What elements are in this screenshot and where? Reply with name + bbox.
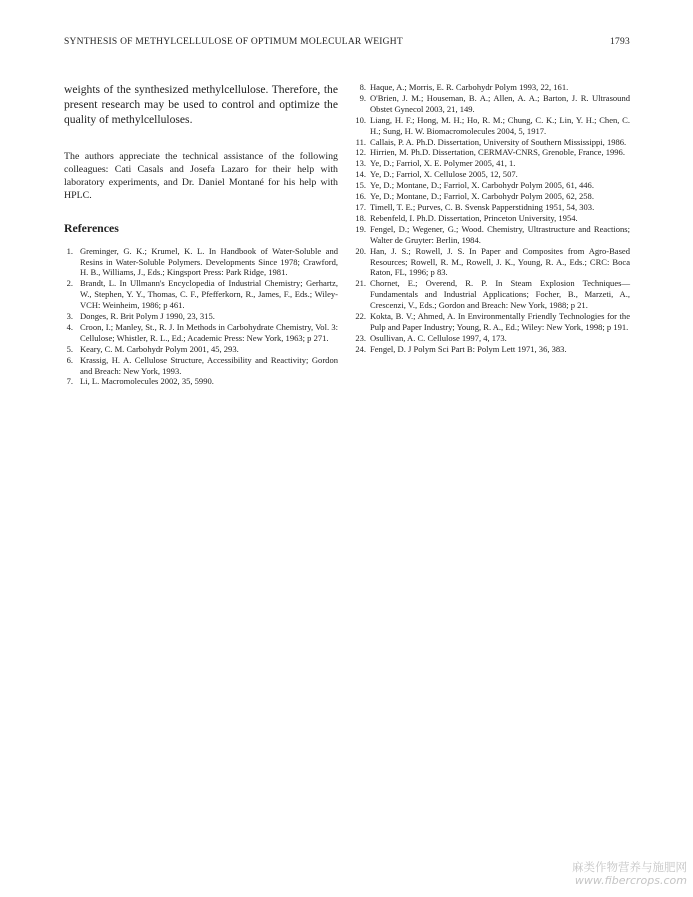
reference-item xyxy=(354,158,630,169)
reference-number: 15. xyxy=(355,180,366,191)
reference-number: 19. xyxy=(355,223,366,234)
reference-number: 21. xyxy=(355,278,366,289)
reference-number: 7. xyxy=(66,376,73,387)
reference-text: Keary, C. M. Carbohydr Polym 2001, 45, 293. xyxy=(80,343,239,354)
reference-text: Chornet, E.; Overend, R. P. In Steam Explosion Techniques—Fundamentals and Industrial Applications; Focher, B., Marzeti, A., Crescenzi, V., Eds.; Gordon and Breach: New York, 1988; p 21. xyxy=(370,278,630,311)
reference-item xyxy=(354,115,630,137)
reference-number: 20. xyxy=(355,245,366,256)
reference-number: 17. xyxy=(355,201,366,212)
conclusion-paragraph: weights of the synthesized methylcellulose. Therefore, the present research may be used to control and optimize the quality of methylcelluloses. xyxy=(64,83,338,127)
reference-item xyxy=(64,376,338,387)
running-header xyxy=(64,37,630,47)
reference-text: Brandt, L. In Ullmann's Encyclopedia of Industrial Chemistry; Gerhartz, W., Stephen, Y. Y., Thomas, C. F., Pfefferkorn, R., James, F., Eds.; Wiley-VCH: Weinheim, 1986; p 461. xyxy=(80,278,338,311)
reference-number: 10. xyxy=(355,114,366,125)
reference-item xyxy=(64,322,338,344)
reference-number: 8. xyxy=(359,82,366,92)
reference-number: 14. xyxy=(355,169,366,180)
reference-text: Fengel, D.; Wegener, G.; Wood. Chemistry, Ultrastructure and Reactions; Walter de Gruyter: Berlin, 1984. xyxy=(370,223,630,245)
reference-item xyxy=(64,355,338,377)
reference-item xyxy=(354,82,630,93)
reference-item xyxy=(354,333,630,344)
reference-text: Ye, D.; Farriol, X. E. Polymer 2005, 41, 1. xyxy=(370,158,516,169)
reference-number: 23. xyxy=(355,332,366,343)
reference-item xyxy=(354,213,630,224)
reference-item xyxy=(354,278,630,311)
reference-text: Ye, D.; Farriol, X. Cellulose 2005, 12, 507. xyxy=(370,169,518,180)
running-title: SYNTHESIS OF METHYLCELLULOSE OF OPTIMUM MOLECULAR WEIGHT xyxy=(64,37,403,47)
reference-text: Li, L. Macromolecules 2002, 35, 5990. xyxy=(80,376,214,387)
reference-item xyxy=(354,344,630,355)
reference-number: 5. xyxy=(66,343,73,354)
reference-text: Croon, I.; Manley, St., R. J. In Methods in Carbohydrate Chemistry, Vol. 3: Cellulose; Whistler, R. L., Ed.; Academic Press: New York, 1963; p 271. xyxy=(80,321,338,343)
reference-item xyxy=(354,191,630,202)
left-column xyxy=(64,82,338,387)
reference-text: Callais, P. A. Ph.D. Dissertation, University of Southern Mississippi, 1986. xyxy=(370,136,627,147)
reference-item xyxy=(354,224,630,246)
reference-number: 22. xyxy=(355,311,366,322)
watermark-url: www.fibercrops.com xyxy=(574,874,687,887)
site-watermark xyxy=(572,861,687,887)
reference-item xyxy=(354,246,630,279)
reference-item xyxy=(354,137,630,148)
reference-number: 18. xyxy=(355,212,366,223)
reference-text: Rebenfeld, I. Ph.D. Dissertation, Princeton University, 1954. xyxy=(370,212,578,223)
reference-number: 13. xyxy=(355,158,366,169)
reference-number: 1. xyxy=(66,245,73,256)
page-number: 1793 xyxy=(610,37,630,47)
reference-number: 11. xyxy=(355,136,366,147)
reference-text: Donges, R. Brit Polym J 1990, 23, 315. xyxy=(80,311,215,322)
reference-item xyxy=(354,93,630,115)
reference-text: Ye, D.; Montane, D.; Farriol, X. Carbohydr Polym 2005, 62, 258. xyxy=(370,191,594,202)
watermark-site-name: 麻类作物营养与施肥网 xyxy=(572,860,687,874)
acknowledgment-paragraph: The authors appreciate the technical assistance of the following colleagues: Cati Casals and Josefa Lazaro for their help with laboratory experiments, and Dr. Daniel Montané for his help with HPLC. xyxy=(64,150,338,201)
reference-text: Kokta, B. V.; Ahmed, A. In Environmentally Friendly Technologies for the Pulp and Paper Industry; Young, R. A., Ed.; Wiley: New York, 1998; p 191. xyxy=(370,311,630,332)
reference-number: 24. xyxy=(355,343,366,354)
reference-text: Fengel, D. J Polym Sci Part B: Polym Lett 1971, 36, 383. xyxy=(370,343,567,354)
reference-item xyxy=(64,246,338,279)
reference-list-right xyxy=(354,82,630,355)
reference-number: 3. xyxy=(66,311,73,322)
reference-number: 6. xyxy=(66,354,73,365)
reference-text: Ye, D.; Montane, D.; Farriol, X. Carbohydr Polym 2005, 61, 446. xyxy=(370,180,594,191)
reference-text: Osullivan, A. C. Cellulose 1997, 4, 173. xyxy=(370,332,507,343)
reference-text: Han, J. S.; Rowell, J. S. In Paper and Composites from Agro-Based Resources; Rowell, R. M., Rowell, J. K., Young, R. A., Eds.; CRC: Boca Raton, FL, 1996; p 83. xyxy=(370,245,630,278)
reference-text: Greminger, G. K.; Krumel, K. L. In Handbook of Water-Soluble and Resins in Water-Soluble Polymers. Developments Since 1978; Crawford, H. B., Williams, J., Eds.; Kingsport Press: Park Ridge, 1981. xyxy=(80,245,338,278)
reference-text: Haque, A.; Morris, E. R. Carbohydr Polym 1993, 22, 161. xyxy=(370,82,569,92)
reference-item xyxy=(354,180,630,191)
reference-text: Hirrien, M. Ph.D. Dissertation, CERMAV-CNRS, Grenoble, France, 1996. xyxy=(370,147,625,158)
reference-item xyxy=(64,278,338,311)
reference-number: 4. xyxy=(66,321,73,332)
reference-item xyxy=(354,311,630,333)
references-heading: References xyxy=(64,220,119,235)
reference-item xyxy=(354,202,630,213)
reference-item xyxy=(354,147,630,158)
reference-number: 2. xyxy=(66,278,73,289)
right-column xyxy=(354,82,630,355)
reference-number: 9. xyxy=(359,92,366,103)
reference-number: 12. xyxy=(355,147,366,158)
reference-item xyxy=(64,311,338,322)
reference-text: Liang, H. F.; Hong, M. H.; Ho, R. M.; Chung, C. K.; Lin, Y. H.; Chen, C. H.; Sung, H. W. Biomacromolecules 2004, 5, 1917. xyxy=(370,114,630,136)
reference-number: 16. xyxy=(355,191,366,202)
reference-item xyxy=(354,169,630,180)
reference-text: Krassig, H. A. Cellulose Structure, Accessibility and Reactivity; Gordon and Breach: New York, 1993. xyxy=(80,354,338,376)
reference-item xyxy=(64,344,338,355)
reference-text: Timell, T. E.; Purves, C. B. Svensk Papperstidning 1951, 54, 303. xyxy=(370,201,595,212)
reference-text: O'Brien, J. M.; Houseman, B. A.; Allen, A. A.; Barton, J. R. Ultrasound Obstet Gynecol 2003, 21, 149. xyxy=(370,92,630,114)
reference-list-left xyxy=(64,246,338,388)
